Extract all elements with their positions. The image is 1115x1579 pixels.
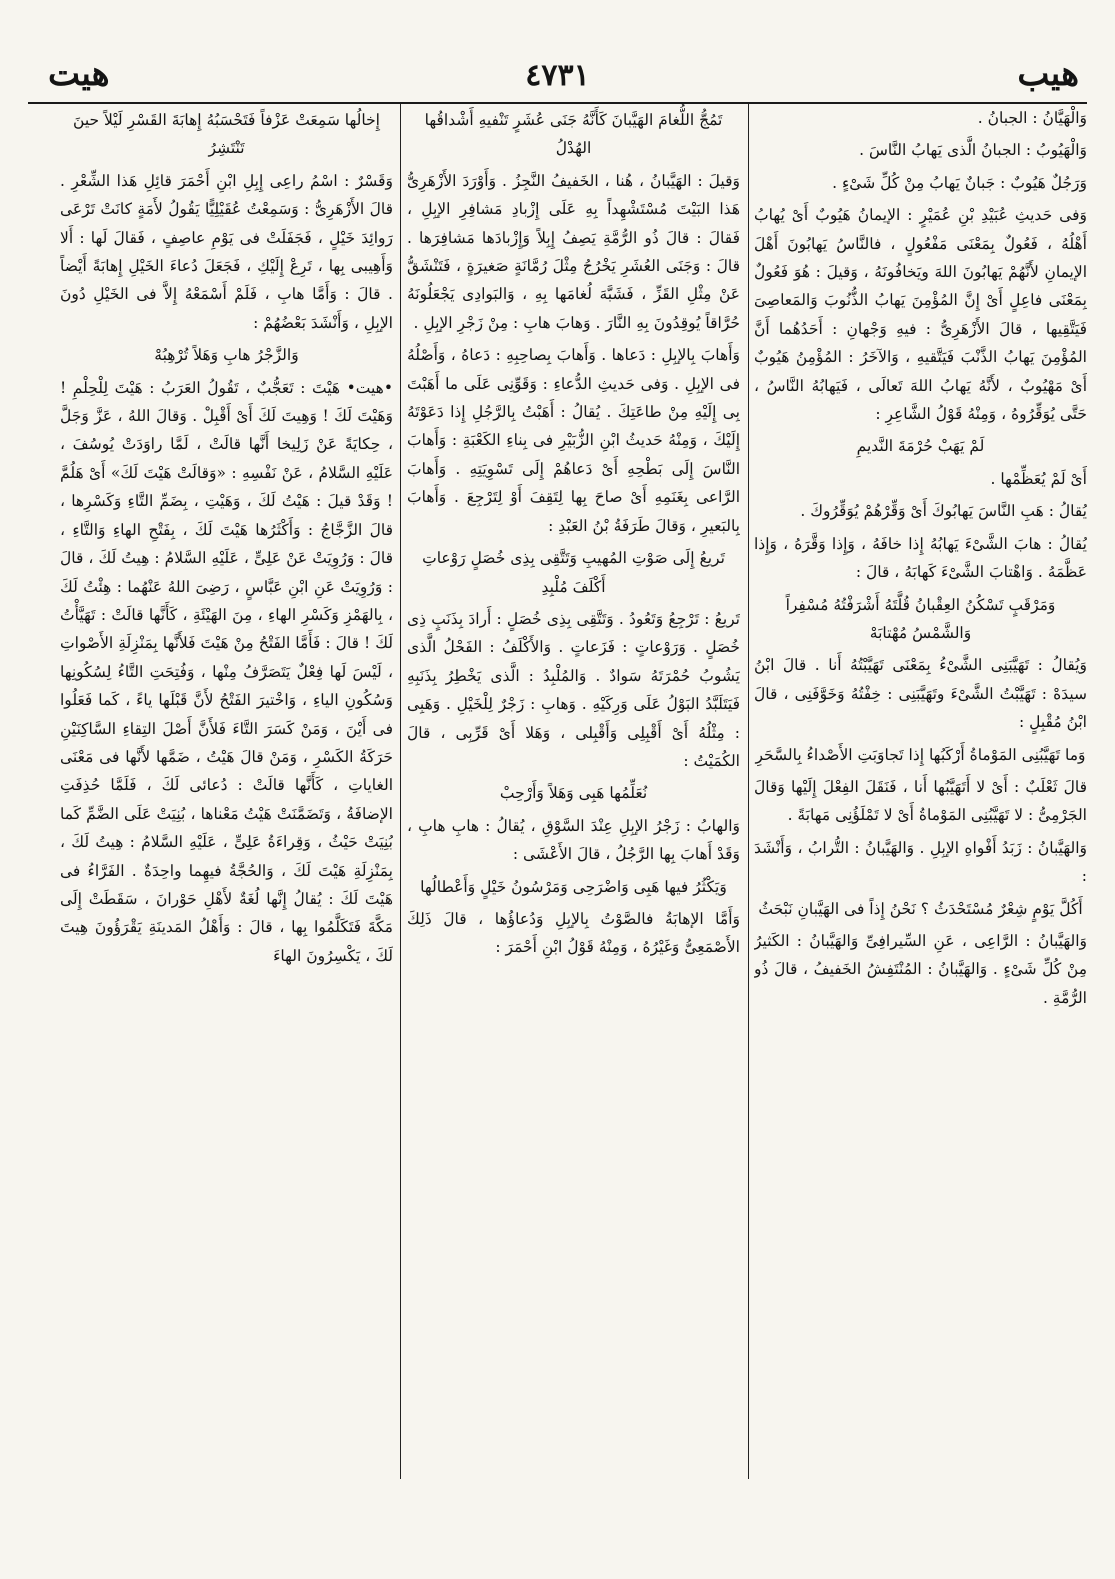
paragraph: وَالْهَيُوبُ : الجبانُ الَّذى يَهابُ النَّاسَ .	[859, 141, 1087, 160]
paragraph: وَأَمَّا الإهابَةُ فالصَّوْتُ بِالإبِلِ وَدُعاؤُها ، قالَ ذَلِكَ الأَصْمَعِىُّ وَغَيْرُهُ ، وَمِنْهُ قَوْلُ ابْنِ أَحْمَرَ :	[407, 909, 740, 957]
paragraph: وَالهابُ : زَجْرُ الإبِلِ عِنْدَ السَّوْقِ ، يُقالُ : هابِ هابِ ، وَقَدْ أَهابَ بِها الرَّجُلُ ، قالَ الأَعْشَى :	[407, 816, 740, 864]
verse: وَمَرْقَبٍ تَسْكُنُ العِقْبانُ قُلَّتَهُ أَشْرَفْتُهُ مُسْفِراً وَالشَّمْسُ مُهْتابَهْ	[785, 595, 1056, 642]
verse: أَكُلَّ يَوْمٍ شِعْرٌ مُسْتَحْدَثُ ؟ نَحْنُ إِذاً فى الهَيَّبانِ نَبْحَثُ	[758, 899, 1083, 918]
verse: لَمْ يَهَبْ حُرْمَةَ النَّديمِ	[856, 437, 985, 456]
paragraph: قالَ ثَعْلَبٌ : أَىْ لا أَتَهَيَّبُها أَنا ، فَنَقَلَ الفِعْلَ إِلَيْها وَقالَ الجَرْمِىُّ : لا تَهَيَّبُنِى المَوْماةُ أَىْ لا تَمْلَؤُنِى مَهابَةً .	[754, 777, 1087, 825]
paragraph: يُقالُ : هابَ الشَّىْءَ يَهابُهُ إِذا خافَهُ ، وَإِذا وَقَّرَهُ ، وَإِذا عَظَّمَهُ . وَاهْتابَ الشَّىْءَ كَهابَهُ ، قالَ :	[754, 534, 1087, 582]
paragraph: وَأَهابَ بِالإبِلِ : دَعاها . وَأَهابَ بِصاحِبِهِ : دَعاهُ ، وَأَصْلُهُ فى الإبِلِ . وَفى حَديثِ الدُّعاءِ : وَقَوِّنِى عَلَى ما أَهَبْتَ بِى إِلَيْهِ مِنْ طاعَتِكَ . يُقالُ : أَهَبْتُ بِالرَّجُلِ إِذا دَعَوْتَهُ إِلَيْكَ ، وَمِنْهُ حَديثُ ابْنِ الزُّبَيْرِ فى بِناءِ الكَعْبَةِ : وَأَهابَ النَّاسَ إِلَى بَطْحِهِ أَىْ دَعاهُمْ إِلَى تَسْوِيَتِهِ . وَأَهابَ الرَّاعى بِغَنَمِهِ أَىْ صاحَ بِها لِتَقِفَ أَوْ لِتَرْجِعَ . وَأَهابَ بِالبَعيرِ ، وَقالَ طَرَفَةُ بْنُ العَبْدِ :	[407, 346, 740, 535]
column-left	[60, 104, 393, 1479]
paragraph: وَقيلَ : الهَيَّبانُ ، هُنا ، الخَفيفُ النَّجِزُ . وَأَوْرَدَ الأَزْهَرِىُّ هَذا البَيْتَ مُسْتَشْهِداً بِهِ عَلَى إِزْبادِ مَشافِرِ الإبِلِ ، فَقالَ : قالَ ذُو الرُّمَّةِ يَصِفُ إِبِلاً وَإِزْبادَها مَشافِرَها . قالَ : وَجَنَى العُشَرِ يَخْرُجُ مِثْلَ رُمَّانَةٍ صَغيرَةٍ ، فَتَنْشَقُّ عَنْ مِثْلِ القَزِّ ، فَشَبَّهَ لُغامَها بِهِ ، وَالبَوادِى يَجْعَلُونَهُ حُرَّاقاً يُوقِدُونَ بِهِ النَّارَ . وَهابَ هابِ : مِنْ زَجْرِ الإبِلِ .	[407, 171, 740, 332]
paragraph: وَفى حَديثِ عُبَيْدِ بْنِ عُمَيْرٍ : الإيمانُ هَيُوبٌ أَىْ يُهابُ أَهْلُهُ ، فَعُولٌ بِمَعْنَى مَفْعُولٍ ، فالنَّاسُ يَهابُونَ أَهْلَ الإيمانِ لأَنَّهُمْ يَهابُونَ اللهَ ويَخافُونَهُ ، وَقيلَ : هُوَ فَعُولٌ بِمَعْنَى فاعِلٍ أَىْ إِنَّ المُؤْمِنَ يَهابُ الذُّنُوبَ وَالمَعاصِىَ فَيَتَّقِيها ، قالَ الأَزْهَرِىُّ : فيهِ وَجْهانِ : أَحَدُهُما أَنَّ المُؤْمِنَ يَهابُ الذَّنْبَ فَيَتَّقيهِ ، وَالآخَرُ : المُؤْمِنُ هَيُوبٌ أَىْ مَهْيُوبٌ ، لأَنَّهُ يَهابُ اللهَ تَعالَى ، فَيَهابُهُ النَّاسُ ، حَتَّى يُوَقِّرُوهُ ، وَمِنْهُ قَوْلُ الشَّاعِرِ :	[754, 206, 1087, 424]
paragraph: وَقَسْرٌ : اسْمُ راعِى إِبِلِ ابْنِ أَحْمَرَ قائِلِ هَذا الشِّعْرِ . قالَ الأَزْهَرِىُّ : وَسَمِعْتُ عُقَيْلِيًّا يَقُولُ لأَمَةٍ كانَتْ تَرْعَى رَوائِدَ خَيْلٍ ، فَجَفَلَتْ فى يَوْمِ عاصِفٍ ، فَقالَ لَها : أَلا وَأَهِيبى بِها ، تَرِعْ إِلَيْكِ ، فَجَعَلَ دُعاءَ الخَيْلِ إِهابَةً أَيْضاً . قالَ : وَأَمَّا هابِ ، فَلَمْ أَسْمَعْهُ إِلاَّ فى الخَيْلِ دُونَ الإبِلِ ، وَأَنْشَدَ بَعْضُهُمْ :	[60, 171, 393, 332]
paragraph: يُقالُ : هَبِ النَّاسَ يَهابُوكَ أَىْ وَقِّرْهُمْ يُوَقِّرُوكَ .	[800, 502, 1087, 521]
verse: وَيَكْثُرُ فيها هَبِى وَاضْرَحِى وَمَرْسُونُ خَيْلٍ وَأَعْطالُها	[420, 877, 727, 896]
column-divider	[400, 104, 401, 1479]
page-header	[28, 52, 1087, 104]
paragraph: أَىْ لَمْ يُعَظِّمْها .	[990, 469, 1087, 488]
paragraph: وَالهَيَّبانُ : زَبَدُ أَفْواهِ الإبِلِ . وَالهَيَّبانُ : التُّرابُ ، وَأَنْشَدَ :	[754, 838, 1087, 886]
verse: وَالزَّجْرُ هابِ وَهَلاً تُرْهِبُهْ	[154, 346, 299, 365]
column-right	[754, 104, 1087, 1479]
paragraph: وَيُقالُ : تَهَيَّبَنِى الشَّىْءُ بِمَعْنَى تَهَيَّبْتُهُ أَنا . قالَ ابْنُ سيدَهْ : تَهَيَّبْتُ الشَّىْءَ وتَهَيَّبَنِى : خِفْتُهُ وَخَوَّفَنِى ، قالَ ابْنُ مُقْبِلٍ :	[754, 656, 1087, 732]
verse: تَريعُ إِلَى صَوْتِ المُهيبِ وَتَتَّقِى بِذِى خُصَلٍ رَوْعاتِ أَكْلَفَ مُلْبِدِ	[422, 549, 725, 596]
paragraph: تَريعُ : تَرْجِعُ وَتَعُودُ . وَتَتَّقِى بِذِى خُصَلٍ : أَرادَ بِذَنَبٍ ذِى خُصَلٍ . وَرَوْعاتٍ : فَزَعاتٍ . وَالأَكْلَفُ : الفَحْلُ الَّذى يَشُوبُ حُمْرَتَهُ سَوادٌ . وَالمُلْبِدُ : الَّذى يَخْطِرُ بِذَنَبِهِ فَيَتَلَبَّدُ البَوْلُ عَلَى وَرِكَيْهِ . وَهابِ : زَجْرٌ لِلْخَيْلِ . وَهَبِى : مِثْلُهُ أَىْ أَقْبِلِى وَأَقْبِلى ، وَهَلا أَىْ قَرِّبِى ، قالَ الكُمَيْتُ :	[407, 609, 740, 770]
paragraph: وَالْهَيَّانُ : الجبانُ .	[977, 109, 1087, 127]
verse: إِخالُها سَمِعَتْ عَزْفاً فَتَحْسَبُهُ إِهابَةَ القَسْرِ لَيْلاً حينَ تَنْتَشِرُ	[73, 111, 380, 158]
verse: تَمُجُّ اللُّغامَ الهَيَّبانَ كَأَنَّهُ جَنَى عُشَرٍ تَنْفيهِ أَشْداقُها الهُدْلُ	[424, 111, 723, 158]
verse: وَما تَهَيَّبُنِى المَوْماةُ أَرْكَبُها إِذا تَجاوَبَتِ الأَصْداءُ بِالسَّحَرِ	[755, 745, 1086, 764]
header-right-word: هيب	[1017, 54, 1079, 94]
entry-heit: •هيت• هَيْتَ : تَعَجُّبٌ ، تَقُولُ العَرَبُ : هَيْتَ لِلْحِلْمِ ! وَهَيْتَ لَكَ ! وَهِيتَ لَكَ أَىْ أَقْبِلْ . وَقالَ اللهُ ، عَزَّ وَجَلَّ ، حِكايَةً عَنْ زَلِيخا أَنَّها قالَتْ ، لَمَّا راوَدَتْ يُوسُفَ ، عَلَيْهِ السَّلامُ ، عَنْ نَفْسِهِ : «وَقالَتْ هَيْتَ لَكَ» أَىْ هَلُمَّ ! وَقَدْ قيلَ : هَيْتُ لَكَ ، وَهَيْتِ ، بِضَمِّ التَّاءِ وَكَسْرِها ، قالَ الزَّجَّاجُ : وَأَكْثَرُها هَيْتَ لَكَ ، بِفَتْحِ الهاءِ وَالتَّاءِ ، قالَ : وَرُوِيَتْ عَنْ عَلِىٍّ ، عَلَيْهِ السَّلامُ : هِيتُ لَكَ ، قالَ : وَرُوِيَتْ عَنِ ابْنِ عَبَّاسٍ ، رَضِىَ اللهُ عَنْهُما : هِئْتُ لَكَ ، بِالهَمْزِ وَكَسْرِ الهاءِ ، مِنَ الهَيْئَةِ ، كَأَنَّها قالَتْ : تَهَيَّأْتُ لَكَ ! قالَ : فَأَمَّا الفَتْحُ مِنْ هَيْتَ فَلأَنَّها بِمَنْزِلَةِ الأَصْواتِ ، لَيْسَ لَها فِعْلٌ يَتَصَرَّفُ مِنْها ، وَفُتِحَتِ التَّاءُ لِسُكُونِها وَسُكُونِ الياءِ ، وَاخْتيرَ الفَتْحُ لأَنَّ قَبْلَها ياءً ، كَما فَعَلُوا فى أَيْنَ ، وَمَنْ كَسَرَ التَّاءَ فَلأَنَّ أَصْلَ التِقاءِ السَّاكِنَيْنِ حَرَكَةُ الكَسْرِ ، وَمَنْ قالَ هَيْتُ ، ضَمَّها لأَنَّها فى مَعْنَى الغاياتِ ، كَأَنَّها قالَتْ : دُعائى لَكَ ، فَلَمَّا حُذِفَتِ الإضافَةُ ، وَتَضَمَّنَتْ هَيْتُ مَعْناها ، بُنِيَتْ عَلَى الضَّمِّ كَما بُنِيَتْ حَيْثُ ، وَقِراءَةُ عَلِىٍّ ، عَلَيْهِ السَّلامُ : هِيتُ لَكَ ، بِمَنْزِلَةِ هَيْتَ لَكَ ، وَالحُجَّةُ فيهِما واحِدَةٌ . الفَرَّاءُ فى هَيْتَ لَكَ : يُقالُ إِنَّها لُغَةٌ لأَهْلِ حَوْرانَ ، سَقَطَتْ إِلَى مَكَّةَ فَتَكَلَّمُوا بِها ، قالَ : وَأَهْلُ المَدينَةِ يَقْرَؤُونَ هِيتَ لَكَ ، يَكْسِرُونَ الهاءَ	[60, 378, 393, 965]
verse: نُعَلِّمُها هَبِى وَهَلاً وَأَرْحِبْ	[499, 784, 648, 803]
column-divider	[748, 104, 749, 1479]
page-number: ٤٧٣١	[525, 58, 590, 93]
column-middle	[407, 104, 740, 1479]
paragraph: وَالهَيَّبانُ : الرَّاعِى ، عَنِ السِّيرافِىِّ وَالهَيَّبانُ : الكَثيرُ مِنْ كُلِّ شَىْءٍ . وَالهَيَّبانُ : المُنْتَفِشُ الخَفيفُ ، قالَ ذُو الرُّمَّةِ .	[754, 931, 1087, 1007]
header-left-word: هيت	[48, 54, 110, 94]
paragraph: وَرَجُلٌ هَيُوبٌ : جَبانٌ يَهابُ مِنْ كُلِّ شَىْءٍ .	[832, 173, 1087, 192]
